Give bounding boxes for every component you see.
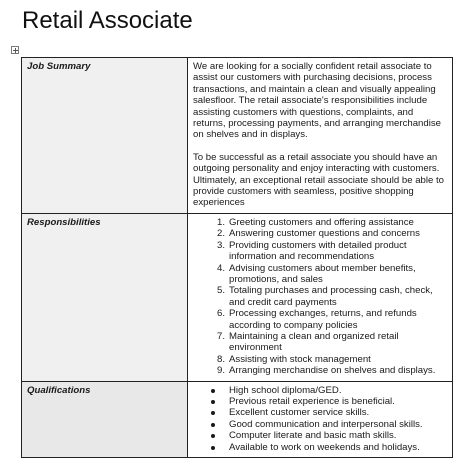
list-item-text: Greeting customers and offering assistance — [229, 216, 414, 228]
job-summary-content[interactable] — [188, 58, 453, 214]
list-item-text: Totaling purchases and processing cash, check, and credit card payments — [229, 285, 433, 308]
responsibilities-label: Responsibilities — [22, 213, 188, 381]
table-row-responsibilities — [22, 213, 453, 381]
list-item-text: Previous retail experience is beneficial. — [229, 395, 395, 407]
table-row-qualifications — [22, 381, 453, 457]
list-item-text: Arranging merchandise on shelves and displays. — [229, 365, 436, 377]
document-title: Retail Associate — [22, 7, 193, 34]
list-item-text: Maintaining a clean and organized retail environment — [229, 330, 399, 354]
list-item-text: High school diploma/GED. — [229, 384, 342, 396]
list-item — [229, 396, 447, 407]
responsibilities-list — [193, 217, 447, 377]
list-item: 2. Answering customer questions and concerns — [216, 228, 420, 240]
list-item-text: Answering customer questions and concerns — [229, 228, 420, 240]
job-summary-paragraph: To be successful as a retail associate you should have an outgoing personality and enjoy interacting with customers. Ultimately, an exceptional retail associate should be able to provide customers with seamless, positive shopping experiences — [193, 151, 445, 209]
list-item — [229, 419, 447, 430]
list-item: 7. Maintaining a clean and organized retail environment — [216, 330, 399, 354]
qualifications-list — [193, 385, 447, 453]
responsibilities-content[interactable] — [188, 213, 453, 381]
list-item-text: Assisting with stock management — [229, 353, 371, 365]
qualifications-label: Qualifications — [22, 381, 188, 457]
table-move-handle-icon[interactable] — [11, 46, 19, 54]
job-description-table — [21, 57, 453, 458]
list-item: 3. Providing customers with detailed product information and recommendations — [216, 239, 407, 263]
list-item — [229, 442, 447, 453]
qualifications-content[interactable] — [188, 381, 453, 457]
list-item-text: Excellent customer service skills. — [229, 407, 370, 419]
list-item: 9. Arranging merchandise on shelves and displays. — [216, 365, 436, 377]
list-item: 4. Advising customers about member benefits, promotions, and sales — [216, 262, 416, 285]
list-item: 5. Totaling purchases and processing cash, check, and credit card payments — [216, 285, 433, 308]
job-summary-label: Job Summary — [22, 58, 188, 214]
bullet-icon — [211, 446, 215, 450]
bullet-icon — [211, 423, 215, 427]
list-item-text: Available to work on weekends and holidays. — [229, 441, 420, 453]
list-item-text: Advising customers about member benefits, promotions, and sales — [229, 262, 416, 285]
list-item-text: Processing exchanges, returns, and refunds according to company policies — [229, 308, 417, 331]
list-item: 6. Processing exchanges, returns, and refunds according to company policies — [216, 308, 417, 331]
bullet-icon — [211, 400, 215, 404]
table-row-job-summary — [22, 58, 453, 214]
list-item: 8. Assisting with stock management — [216, 353, 371, 365]
bullet-icon — [211, 434, 215, 438]
list-item — [229, 407, 447, 418]
list-item-text: Providing customers with detailed product information and recommendations — [229, 239, 407, 263]
list-item-text: Good communication and interpersonal skills. — [229, 418, 423, 430]
list-item — [229, 385, 447, 396]
job-summary-paragraph: We are looking for a socially confident retail associate to assist our customers with purchasing decisions, process transactions, and maintain a clean and visually appealing salesfloor. The retail associate's responsibilities include assisting customers with questions, complaints, and returns, processing payments, and arranging merchandise on shelves and in displays. — [193, 61, 441, 141]
list-item — [229, 430, 447, 441]
list-item: 1. Greeting customers and offering assistance — [216, 216, 414, 228]
bullet-icon — [211, 389, 215, 393]
list-item-text: Computer literate and basic math skills. — [229, 430, 397, 442]
bullet-icon — [211, 411, 215, 415]
